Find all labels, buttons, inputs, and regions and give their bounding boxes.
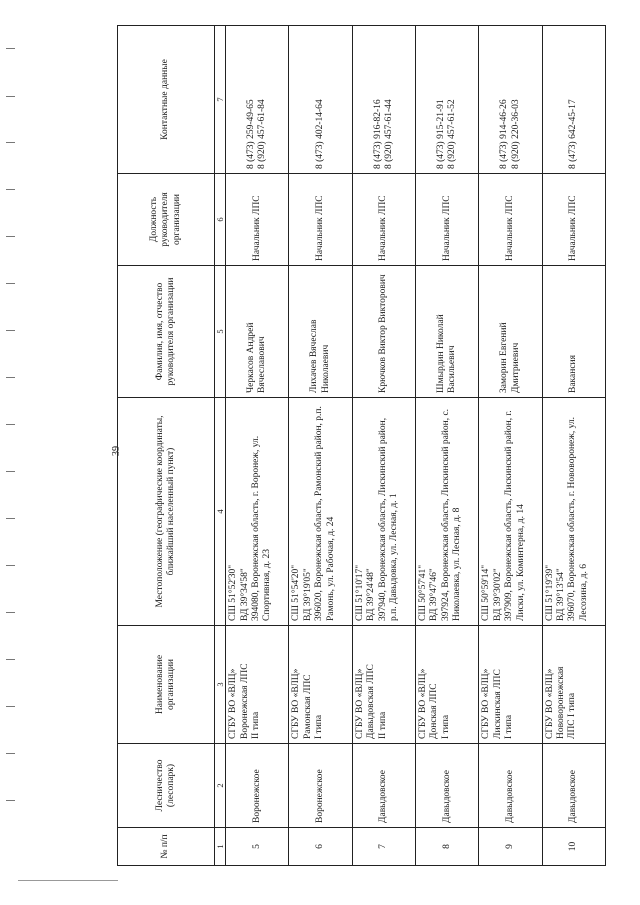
column-number: 6 bbox=[215, 174, 226, 266]
cell-line: СШ 50°59'14" bbox=[481, 564, 492, 621]
organization-cell bbox=[479, 626, 542, 744]
cell-line: Воронежская ЛПС bbox=[239, 663, 250, 739]
cell-line: 396070, Воронежская область, г. Нововоронеж, ул. Лесозина, д. 6 bbox=[567, 416, 589, 621]
page-number: 39 bbox=[110, 446, 122, 456]
cell-line: Давыдовская ЛПС bbox=[366, 664, 377, 739]
organization-cell bbox=[416, 626, 479, 744]
cell-line: II типа bbox=[250, 711, 261, 739]
cell-line: ВД 39°13'54" bbox=[556, 568, 567, 621]
row-number-cell: 10 bbox=[542, 828, 605, 866]
row-number-cell: 8 bbox=[416, 828, 479, 866]
cell-line: Рамонская ЛПС bbox=[302, 674, 313, 739]
head-name-cell: Шмырдин Николай Васильевич bbox=[416, 266, 479, 398]
table-row bbox=[416, 26, 479, 866]
column-header: Лесничество (лесопарк) bbox=[118, 744, 215, 828]
organizations-table bbox=[117, 25, 606, 866]
column-number-row bbox=[215, 26, 226, 866]
column-header: Местоположение (географические координаты, ближайший населенный пункт) bbox=[118, 398, 215, 626]
cell-line: 8 (473) 916-82-16 bbox=[372, 99, 383, 169]
forestry-cell: Давыдовское bbox=[352, 744, 415, 828]
cell-line: 8 (920) 457-61-84 bbox=[257, 99, 268, 169]
cell-line: Лискинская ЛПС bbox=[492, 669, 503, 739]
cell-line: ВД 39°47'46" bbox=[429, 568, 440, 621]
cell-line: СШ 51°52'30" bbox=[228, 564, 239, 621]
column-number: 7 bbox=[215, 26, 226, 174]
cell-line: СГБУ ВО «ВЛЦ» bbox=[228, 668, 239, 739]
row-number-cell: 7 bbox=[352, 828, 415, 866]
cell-line: 8 (473) 915-21-91 bbox=[435, 99, 446, 169]
contacts-cell bbox=[289, 26, 352, 174]
location-cell bbox=[226, 398, 289, 626]
column-header: Должность руководителя организации bbox=[118, 174, 215, 266]
organization-cell bbox=[542, 626, 605, 744]
cell-line: СШ 51°54'20" bbox=[291, 564, 302, 621]
forestry-cell: Давыдовское bbox=[542, 744, 605, 828]
forestry-cell: Воронежское bbox=[226, 744, 289, 828]
location-cell bbox=[352, 398, 415, 626]
cell-line: 396020, Воронежская область, Рамонский район, р.п. Рамонь, ул. Рабочая, д. 24 bbox=[314, 406, 336, 621]
position-cell: Начальник ЛПС bbox=[479, 174, 542, 266]
cell-line: 8 (473) 402-14-64 bbox=[314, 99, 325, 169]
location-cell bbox=[542, 398, 605, 626]
head-name-cell: Вакансия bbox=[542, 266, 605, 398]
cell-line: ВД 39°30'02" bbox=[492, 568, 503, 621]
cell-line: СГБУ ВО «ВЛЦ» bbox=[354, 668, 365, 739]
cell-line: 8 (473) 259-49-65 bbox=[245, 99, 256, 169]
cell-line: 397924, Воронежская область, Лискинский район, с. Николаевка, ул. Лесная, д. 8 bbox=[440, 408, 463, 621]
forestry-cell: Воронежское bbox=[289, 744, 352, 828]
column-number: 3 bbox=[215, 626, 226, 744]
cell-line: 394080, Воронежская область, г. Воронеж, ул. Спортивная, д. 23 bbox=[250, 435, 273, 621]
forestry-cell: Давыдовское bbox=[416, 744, 479, 828]
position-cell: Начальник ЛПС bbox=[542, 174, 605, 266]
cell-line: СШ 51°10'17" bbox=[354, 564, 365, 621]
cell-line: 397909, Воронежская область, Лискинский район, г. Лиски, ул. Коминтерна, д. 14 bbox=[504, 410, 526, 621]
table-row bbox=[289, 26, 352, 866]
cell-line: СГБУ ВО «ВЛЦ» bbox=[544, 668, 555, 739]
cell-line: СГБУ ВО «ВЛЦ» bbox=[481, 668, 492, 739]
cell-line: СШ 50°57'41" bbox=[418, 564, 429, 621]
contacts-cell bbox=[226, 26, 289, 174]
cell-line: 8 (920) 457-61-44 bbox=[383, 99, 394, 169]
cell-line: I типа bbox=[504, 714, 515, 739]
cell-line: ВД 39°34'58" bbox=[239, 568, 250, 621]
column-header: Фамилия, имя, отчество руководителя организации bbox=[118, 266, 215, 398]
cell-line: ЛПС I типа bbox=[567, 692, 578, 739]
row-number-cell: 6 bbox=[289, 828, 352, 866]
cell-line: I типа bbox=[440, 714, 451, 739]
row-number-cell: 5 bbox=[226, 828, 289, 866]
table-row bbox=[542, 26, 605, 866]
position-cell: Начальник ЛПС bbox=[416, 174, 479, 266]
contacts-cell bbox=[542, 26, 605, 174]
column-number: 5 bbox=[215, 266, 226, 398]
rotated-table-container bbox=[117, 26, 606, 866]
cell-line: СГБУ ВО «ВЛЦ» bbox=[291, 668, 302, 739]
cell-line: ВД 39°24'48" bbox=[366, 568, 377, 621]
table-row bbox=[226, 26, 289, 866]
column-header: № п/п bbox=[118, 828, 215, 866]
table-row bbox=[479, 26, 542, 866]
column-number: 4 bbox=[215, 398, 226, 626]
head-name-cell: Лихачев Вячеслав Николаевич bbox=[289, 266, 352, 398]
cell-line: СШ 51°19'39" bbox=[544, 564, 555, 621]
location-cell bbox=[479, 398, 542, 626]
cell-line: 397940, Воронежская область, Лискинский район, р.п. Давыдовка, ул. Лесная, д. 1 bbox=[377, 417, 399, 621]
head-name-cell: Заморин Евгений Дмитриевич bbox=[479, 266, 542, 398]
head-name-cell: Черкасов Андрей Вячеславович bbox=[226, 266, 289, 398]
position-cell: Начальник ЛПС bbox=[289, 174, 352, 266]
cell-line: ВД 39°19'05" bbox=[302, 568, 313, 621]
forestry-cell: Давыдовское bbox=[479, 744, 542, 828]
contacts-cell bbox=[416, 26, 479, 174]
cell-line: 8 (473) 914-46-26 bbox=[499, 99, 510, 169]
cell-line: 8 (473) 642-45-17 bbox=[568, 99, 579, 169]
organization-cell bbox=[226, 626, 289, 744]
location-cell bbox=[289, 398, 352, 626]
cell-line: Нововоронежская bbox=[556, 666, 567, 739]
cell-line: Донская ЛПС bbox=[429, 683, 440, 739]
head-name-cell: Крючков Виктор Викторович bbox=[352, 266, 415, 398]
row-number-cell: 9 bbox=[479, 828, 542, 866]
contacts-cell bbox=[479, 26, 542, 174]
position-cell: Начальник ЛПС bbox=[352, 174, 415, 266]
header-row bbox=[118, 26, 215, 866]
column-number: 2 bbox=[215, 744, 226, 828]
column-header: Контактные данные bbox=[118, 26, 215, 174]
cell-line: I типа bbox=[314, 714, 325, 739]
organization-cell bbox=[289, 626, 352, 744]
cell-line: II типа bbox=[377, 711, 388, 739]
position-cell: Начальник ЛПС bbox=[226, 174, 289, 266]
organization-cell bbox=[352, 626, 415, 744]
cell-line: 8 (920) 457-61-52 bbox=[447, 99, 458, 169]
contacts-cell bbox=[352, 26, 415, 174]
column-number: 1 bbox=[215, 828, 226, 866]
location-cell bbox=[416, 398, 479, 626]
cell-line: 8 (920) 220-36-03 bbox=[510, 99, 521, 169]
table-row bbox=[352, 26, 415, 866]
table-body bbox=[226, 26, 606, 866]
column-header: Наименование организации bbox=[118, 626, 215, 744]
cell-line: СГБУ ВО «ВЛЦ» bbox=[418, 668, 429, 739]
